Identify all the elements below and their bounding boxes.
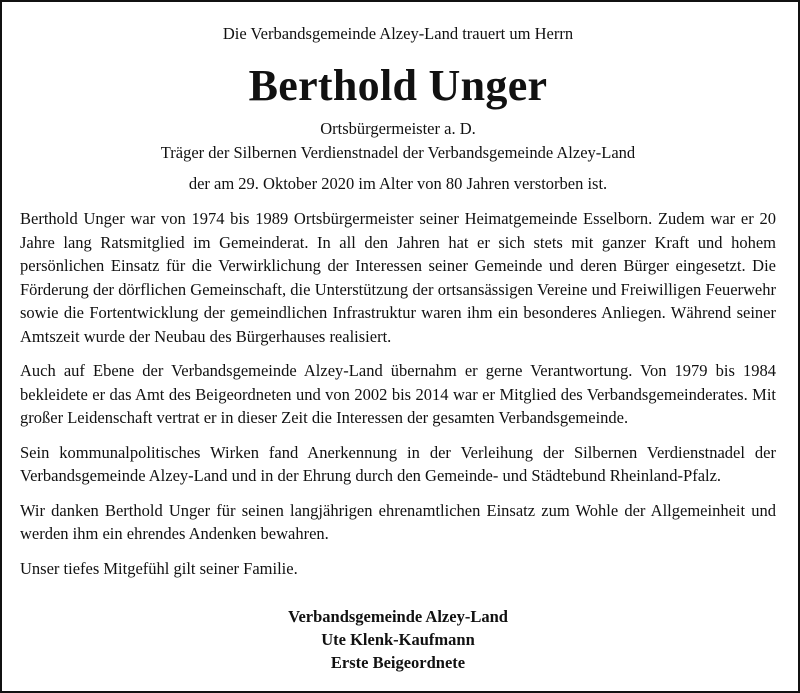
signature-block <box>20 605 776 674</box>
paragraph-4: Wir danken Berthold Unger für seinen langjährigen ehrenamtlichen Einsatz zum Wohle der Allgemeinheit und werden ihm ein ehrendes Andenken bewahren. <box>20 500 776 543</box>
death-line: der am 29. Oktober 2020 im Alter von 80 Jahren verstorben ist. <box>188 174 608 193</box>
deceased-name: Berthold Unger <box>248 61 548 110</box>
obituary-body <box>20 207 776 591</box>
paragraph-3: Sein kommunalpolitisches Wirken fand Anerkennung in der Verleihung der Silbernen Verdienstnadel der Verbandsgemeinde Alzey-Land und in der Ehrung durch den Gemeinde- und Städtebund Rheinland-Pfalz. <box>20 442 776 485</box>
paragraph-5: Unser tiefes Mitgefühl gilt seiner Familie. <box>20 558 298 578</box>
signature-person: Ute Klenk-Kaufmann <box>321 630 475 649</box>
paragraph-1: Berthold Unger war von 1974 bis 1989 Ortsbürgermeister seiner Heimatgemeinde Esselborn. Zudem war er 20 Jahre lang Ratsmitglied im Gemeinderat. In all den Jahren hat er sich stets mit ganzer Kraft und hohem persönlichen Einsatz für die Verwirklichung der Interessen seiner Gemeinde und deren Bürger eingesetzt. Die Förderung der dörflichen Gemeinschaft, die Unterstützung der ortsansässigen Vereine und Freiwilligen Feuerwehr sowie die Fortentwicklung der gemeindlichen Infrastruktur waren ihm ein besonderes Anliegen. Während seiner Amtszeit wurde der Neubau des Bürgerhauses realisiert. <box>20 209 776 346</box>
title-line-2: Träger der Silbernen Verdienstnadel der Verbandsgemeinde Alzey-Land <box>160 143 636 162</box>
signature-org: Verbandsgemeinde Alzey-Land <box>288 607 508 626</box>
signature-role: Erste Beigeordnete <box>330 653 466 672</box>
intro-line: Die Verbandsgemeinde Alzey-Land trauert um Herrn <box>222 24 574 43</box>
paragraph-2: Auch auf Ebene der Verbandsgemeinde Alzey-Land übernahm er gerne Verantwortung. Von 1979 bis 1984 bekleidete er das Amt des Beigeordneten und von 2002 bis 2014 war er Mitglied des Verbandsgemeinderates. Mit großer Leidenschaft vertrat er in dieser Zeit die Interessen der gesamten Verbandsgemeinde. <box>20 361 776 427</box>
title-line-1: Ortsbürgermeister a. D. <box>320 119 476 138</box>
